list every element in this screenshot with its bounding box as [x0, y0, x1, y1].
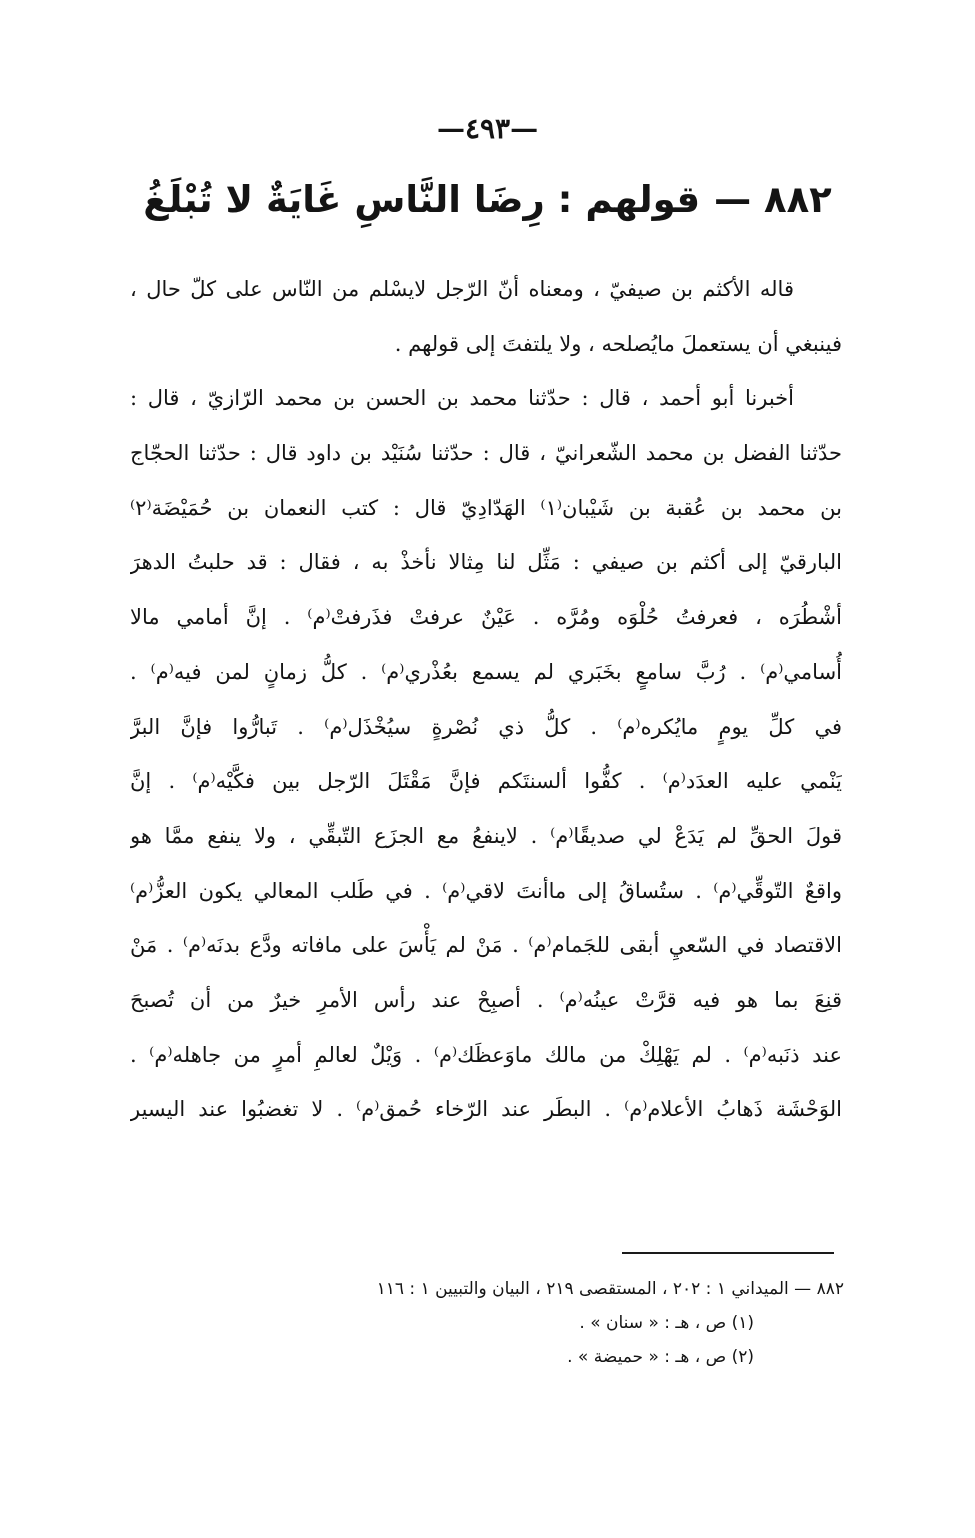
- footnote-2: (٢) ص ، هـ : « حميضة » .: [567, 1347, 754, 1367]
- footnote-source: ٨٨٢ — الميداني ١ : ٢٠٢ ، المستقصى ٢١٩ ، البيان والتبيين ١ : ١١٦: [376, 1279, 844, 1299]
- body-line: يَنْمي عليه العدَد⁽م⁾ . كفُّوا ألسنتَكم فإنَّ مَقْتَلَ الرّجل بين فكَّيْه⁽م⁾ . إنَّ: [130, 769, 842, 794]
- body-line: أُسامي⁽م⁾ . رُبَّ سامعٍ بخَبَري لم يسمع بعُذْري⁽م⁾ . كلُّ زمانٍ لمن فيه⁽م⁾ .: [130, 659, 842, 684]
- footnote-separator: [622, 1252, 834, 1254]
- body-line: الوَحْشَة ذَهابُ الأعلام⁽م⁾ . البطَر عند الرّخاء حُمق⁽م⁾ . لا تغضبُوا عند اليسير: [130, 1097, 842, 1122]
- entry-number: ٨٨٢ —: [714, 178, 832, 221]
- entry-heading: [140, 178, 835, 221]
- body-line: قولَ الحقِّ لم يَدَعْ لي صديقًا⁽م⁾ . لاينفعُ مع الجزَع التّبقِّي ، ولا ينفع ممَّا هو: [130, 823, 842, 848]
- body-line: حدّثنا الفضل بن محمد الشّعرانيّ ، قال : حدّثنا سُنَيْد بن داود قال : حدّثنا الحجّاج: [130, 441, 842, 466]
- body-line: واقعٌ التّوقِّي⁽م⁾ . ستُساقُ إلى ماأنتَ لاقي⁽م⁾ . في طَلب المعالي يكون العزُّ⁽م⁾: [130, 878, 842, 903]
- body-text: [130, 262, 842, 1137]
- body-line: بن محمد بن عُقبة بن شَيْبان⁽١⁾ الهَدّادِيّ قال : كتب النعمان بن حُمَيْضَة⁽٢⁾: [130, 495, 842, 520]
- entry-title: قولهم : رِضَا النَّاسِ غَايَةٌ لا تُبْلَغُ: [143, 178, 701, 221]
- body-line: عند ذنَبه⁽م⁾ . لم يَهْلِكْ من مالك ماوَعظَك⁽م⁾ . وَيْلٌ لعالمِ أمرٍ من جاهله⁽م⁾ .: [130, 1042, 842, 1067]
- footnotes: [220, 1272, 844, 1374]
- body-line: قاله الأكثم بن صيفيّ ، ومعناه أنّ الرّجل لايسْلم من النّاس على كلّ حال ،: [130, 277, 794, 301]
- body-line: البارقيّ إلى أكثم بن صيفي : مَثِّل لنا مِثالا نأخذْ به ، فقال : قد حلبتُ الدهرَ: [130, 550, 842, 575]
- body-line: قنِعَ بما هو فيه قرَّتْ عينُه⁽م⁾ . أصبِحْ عند رأس الأمرِ خيرٌ من أن تُصبحَ: [130, 987, 842, 1012]
- body-line: أشْطُرَه ، فعرفتُ حُلْوَه ومُرَّه . عَيْنٌ عرفتْ فذَرفتْ⁽م⁾ . إنَّ أمامي مالا: [130, 605, 842, 630]
- footnote-1: (١) ص ، هـ : « سنان » .: [579, 1313, 754, 1333]
- page-number: —٤٩٣—: [436, 112, 539, 145]
- body-line: الاقتصاد في السّعيِ أبقى للجَمام⁽م⁾ . مَنْ لم يَأْسَ على مافاته ودَّع بدنَه⁽م⁾ . مَنْ: [130, 933, 842, 958]
- body-line: فينبغي أن يستعملَ مايُصلحه ، ولا يلتفتَ إلى قولهم .: [394, 331, 842, 356]
- body-line: في كلِّ يومٍ مايُكره⁽م⁾ . كلُّ ذي نُصْرةٍ سيُخْذَل⁽م⁾ . تَبارُّوا فإنَّ البرَّ: [130, 714, 842, 739]
- body-line: أخبرنا أبو أحمد ، قال : حدّثنا محمد بن الحسن بن محمد الرّازيّ ، قال :: [130, 386, 794, 411]
